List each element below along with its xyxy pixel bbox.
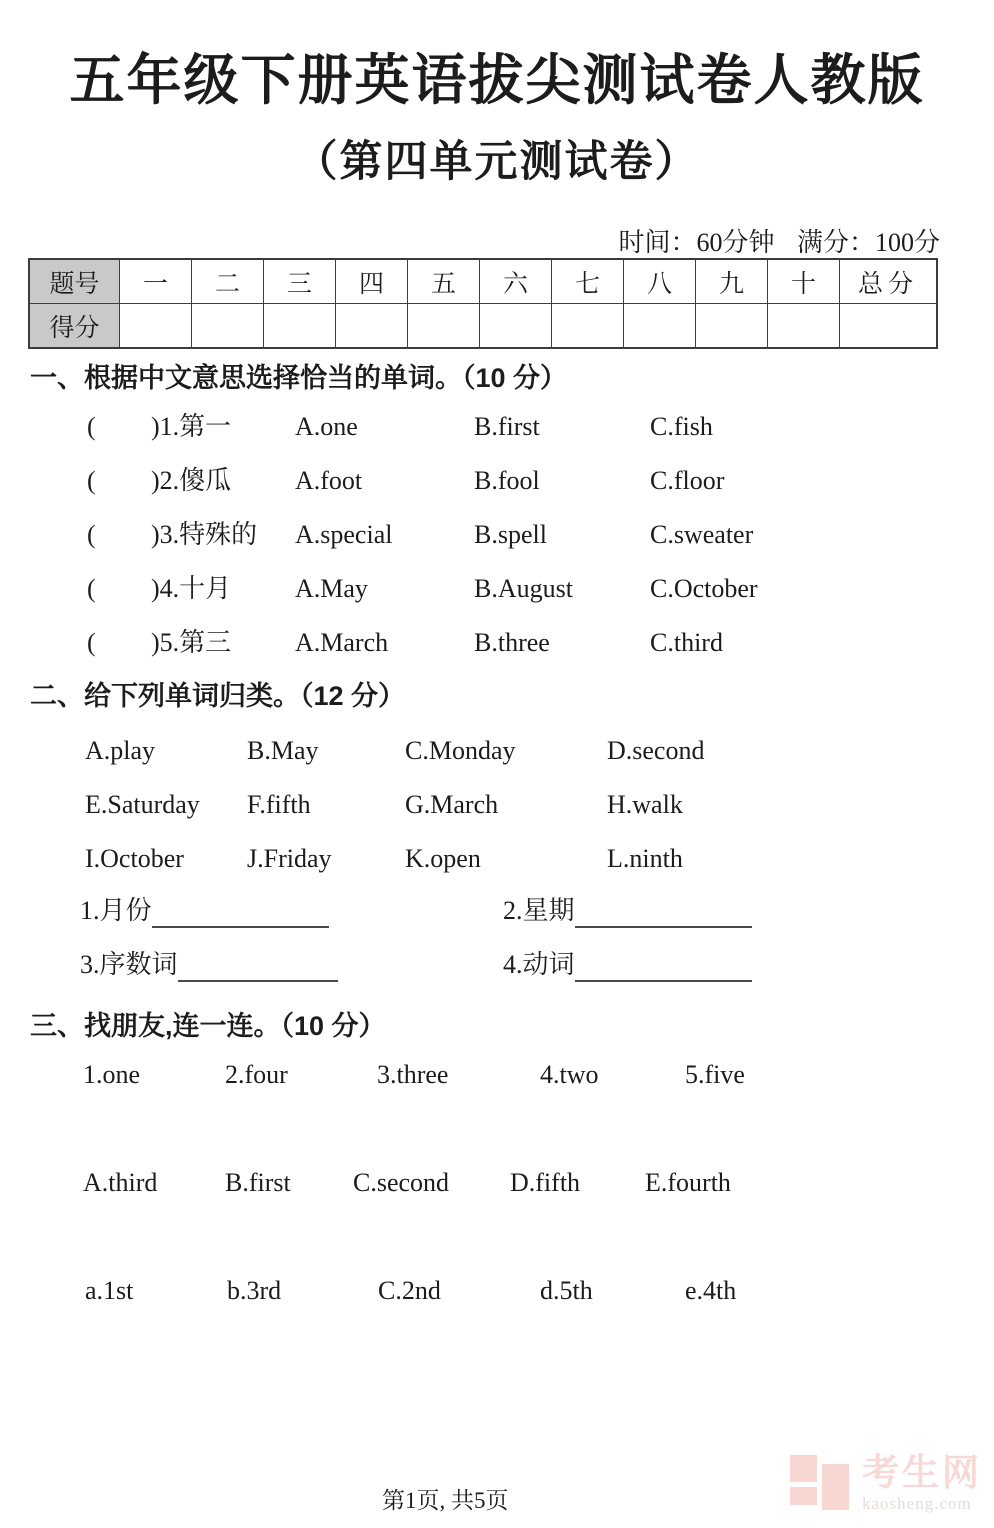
match-item: 2.four xyxy=(225,1060,288,1089)
option-b: B.August xyxy=(474,574,573,603)
word-bank-item: K.open xyxy=(405,844,481,873)
word-bank-item: G.March xyxy=(405,790,499,819)
section1-heading: 一、根据中文意思选择恰当的单词。（10 分） xyxy=(30,363,568,393)
match-item: b.3rd xyxy=(227,1276,282,1305)
exam-info xyxy=(618,222,940,259)
prompt-text: 4.十月 xyxy=(159,574,232,603)
watermark-text xyxy=(862,1455,982,1514)
word-bank-row-2 xyxy=(0,788,994,828)
option-b: B.spell xyxy=(474,520,547,549)
kaosheng-logo-icon xyxy=(790,1455,852,1513)
classify-blank-verbs xyxy=(503,948,752,982)
answer-bracket-close: ) xyxy=(151,628,160,657)
blank-label: 1.月份 xyxy=(80,896,152,925)
classify-blank-weekdays xyxy=(503,894,752,928)
word-bank-item: E.Saturday xyxy=(85,790,200,819)
question-col-1: 一 xyxy=(120,259,192,304)
score-table xyxy=(28,258,938,349)
score-cell-5 xyxy=(408,304,480,349)
classify-blanks-row-1 xyxy=(0,894,994,936)
option-c: C.October xyxy=(650,574,758,603)
question-col-6: 六 xyxy=(480,259,552,304)
match-item: a.1st xyxy=(85,1276,134,1305)
logo-block xyxy=(790,1455,817,1482)
exam-full-score: 满分：100分 xyxy=(796,228,940,257)
option-b: B.fool xyxy=(474,466,540,495)
answer-bracket-open: ( xyxy=(87,466,96,495)
section3-heading: 三、找朋友,连一连。（10 分） xyxy=(30,1011,386,1041)
question-col-8: 八 xyxy=(624,259,696,304)
answer-line xyxy=(152,894,329,928)
watermark-site: kaosheng.com xyxy=(862,1494,972,1513)
match-item: 1.one xyxy=(83,1060,141,1089)
answer-line xyxy=(575,894,752,928)
word-bank-item: C.Monday xyxy=(405,736,516,765)
prompt-text: 1.第一 xyxy=(159,412,232,441)
option-c: C.fish xyxy=(650,412,713,441)
mc-question-5 xyxy=(0,626,994,666)
option-c: C.sweater xyxy=(650,520,754,549)
word-bank-item: B.May xyxy=(247,736,319,765)
answer-bracket-close: ) xyxy=(151,520,160,549)
option-a: A.special xyxy=(295,520,393,549)
prompt-text: 3.特殊的 xyxy=(159,520,258,549)
question-col-5: 五 xyxy=(408,259,480,304)
word-bank-item: I.October xyxy=(85,844,184,873)
match-item: 5.five xyxy=(685,1060,745,1089)
question-col-3: 三 xyxy=(264,259,336,304)
score-label: 得分 xyxy=(29,304,120,349)
score-cell-10 xyxy=(768,304,840,349)
word-bank-row-3 xyxy=(0,842,994,882)
match-item: E.fourth xyxy=(645,1168,731,1197)
word-bank-item: H.walk xyxy=(607,790,683,819)
blank-label: 3.序数词 xyxy=(80,950,178,979)
page-subtitle: （第四单元测试卷） xyxy=(294,139,700,186)
mc-question-4 xyxy=(0,572,994,612)
prompt-text: 5.第三 xyxy=(159,628,232,657)
match-item: A.third xyxy=(83,1168,158,1197)
option-c: C.floor xyxy=(650,466,725,495)
mc-question-1 xyxy=(0,410,994,450)
option-a: A.March xyxy=(295,628,389,657)
blank-label: 2.星期 xyxy=(503,896,575,925)
match-row-abbreviations xyxy=(0,1274,994,1314)
word-bank-item: A.play xyxy=(85,736,156,765)
word-bank-item: F.fifth xyxy=(247,790,311,819)
score-table-header-row xyxy=(29,259,937,304)
question-col-10: 十 xyxy=(768,259,840,304)
logo-block xyxy=(822,1464,849,1510)
question-prompt xyxy=(151,464,231,498)
section2-heading: 二、给下列单词归类。（12 分） xyxy=(30,681,406,711)
match-item: C.second xyxy=(353,1168,450,1197)
word-bank-item: D.second xyxy=(607,736,705,765)
exam-time: 时间：60分钟 xyxy=(618,228,775,257)
question-prompt xyxy=(151,572,231,606)
option-a: A.foot xyxy=(295,466,363,495)
score-cell-7 xyxy=(552,304,624,349)
word-bank-item: J.Friday xyxy=(247,844,332,873)
answer-bracket-close: ) xyxy=(151,466,160,495)
score-cell-4 xyxy=(336,304,408,349)
score-cell-8 xyxy=(624,304,696,349)
match-item: e.4th xyxy=(685,1276,737,1305)
answer-bracket-open: ( xyxy=(87,628,96,657)
option-b: B.three xyxy=(474,628,550,657)
prompt-text: 2.傻瓜 xyxy=(159,466,232,495)
mc-question-3 xyxy=(0,518,994,558)
match-item: d.5th xyxy=(540,1276,593,1305)
watermark xyxy=(790,1455,982,1514)
option-c: C.third xyxy=(650,628,723,657)
question-prompt xyxy=(151,626,231,660)
score-table-score-row xyxy=(29,304,937,349)
classify-blank-months xyxy=(80,894,329,928)
answer-bracket-close: ) xyxy=(151,574,160,603)
score-cell-total xyxy=(840,304,938,349)
classify-blank-ordinals xyxy=(80,948,338,982)
question-col-7: 七 xyxy=(552,259,624,304)
question-col-4: 四 xyxy=(336,259,408,304)
page-number: 第1页, 共5页 xyxy=(382,1488,509,1513)
answer-line xyxy=(575,948,752,982)
answer-bracket-open: ( xyxy=(87,412,96,441)
match-item: 3.three xyxy=(377,1060,449,1089)
question-col-2: 二 xyxy=(192,259,264,304)
match-item: B.first xyxy=(225,1168,291,1197)
score-cell-2 xyxy=(192,304,264,349)
word-bank-row-1 xyxy=(0,734,994,774)
score-cell-9 xyxy=(696,304,768,349)
answer-bracket-close: ) xyxy=(151,412,160,441)
question-col-9: 九 xyxy=(696,259,768,304)
question-prompt xyxy=(151,410,231,444)
option-a: A.one xyxy=(295,412,358,441)
option-b: B.first xyxy=(474,412,540,441)
score-cell-6 xyxy=(480,304,552,349)
option-a: A.May xyxy=(295,574,368,603)
match-item: 4.two xyxy=(540,1060,599,1089)
match-row-numbers xyxy=(0,1058,994,1098)
answer-line xyxy=(178,948,338,982)
match-item: C.2nd xyxy=(378,1276,441,1305)
question-prompt xyxy=(151,518,257,552)
score-cell-3 xyxy=(264,304,336,349)
logo-block xyxy=(790,1487,817,1505)
total-score-col: 总分 xyxy=(840,259,938,304)
match-item: D.fifth xyxy=(510,1168,581,1197)
score-cell-1 xyxy=(120,304,192,349)
blank-label: 4.动词 xyxy=(503,950,575,979)
page-title: 五年级下册英语拔尖测试卷人教版 xyxy=(69,50,925,111)
classify-blanks-row-2 xyxy=(0,948,994,990)
question-number-label: 题号 xyxy=(29,259,120,304)
answer-bracket-open: ( xyxy=(87,520,96,549)
word-bank-item: L.ninth xyxy=(607,844,683,873)
answer-bracket-open: ( xyxy=(87,574,96,603)
watermark-brand: 考生网 xyxy=(862,1453,982,1494)
mc-question-2 xyxy=(0,464,994,504)
match-row-ordinal-words xyxy=(0,1166,994,1206)
